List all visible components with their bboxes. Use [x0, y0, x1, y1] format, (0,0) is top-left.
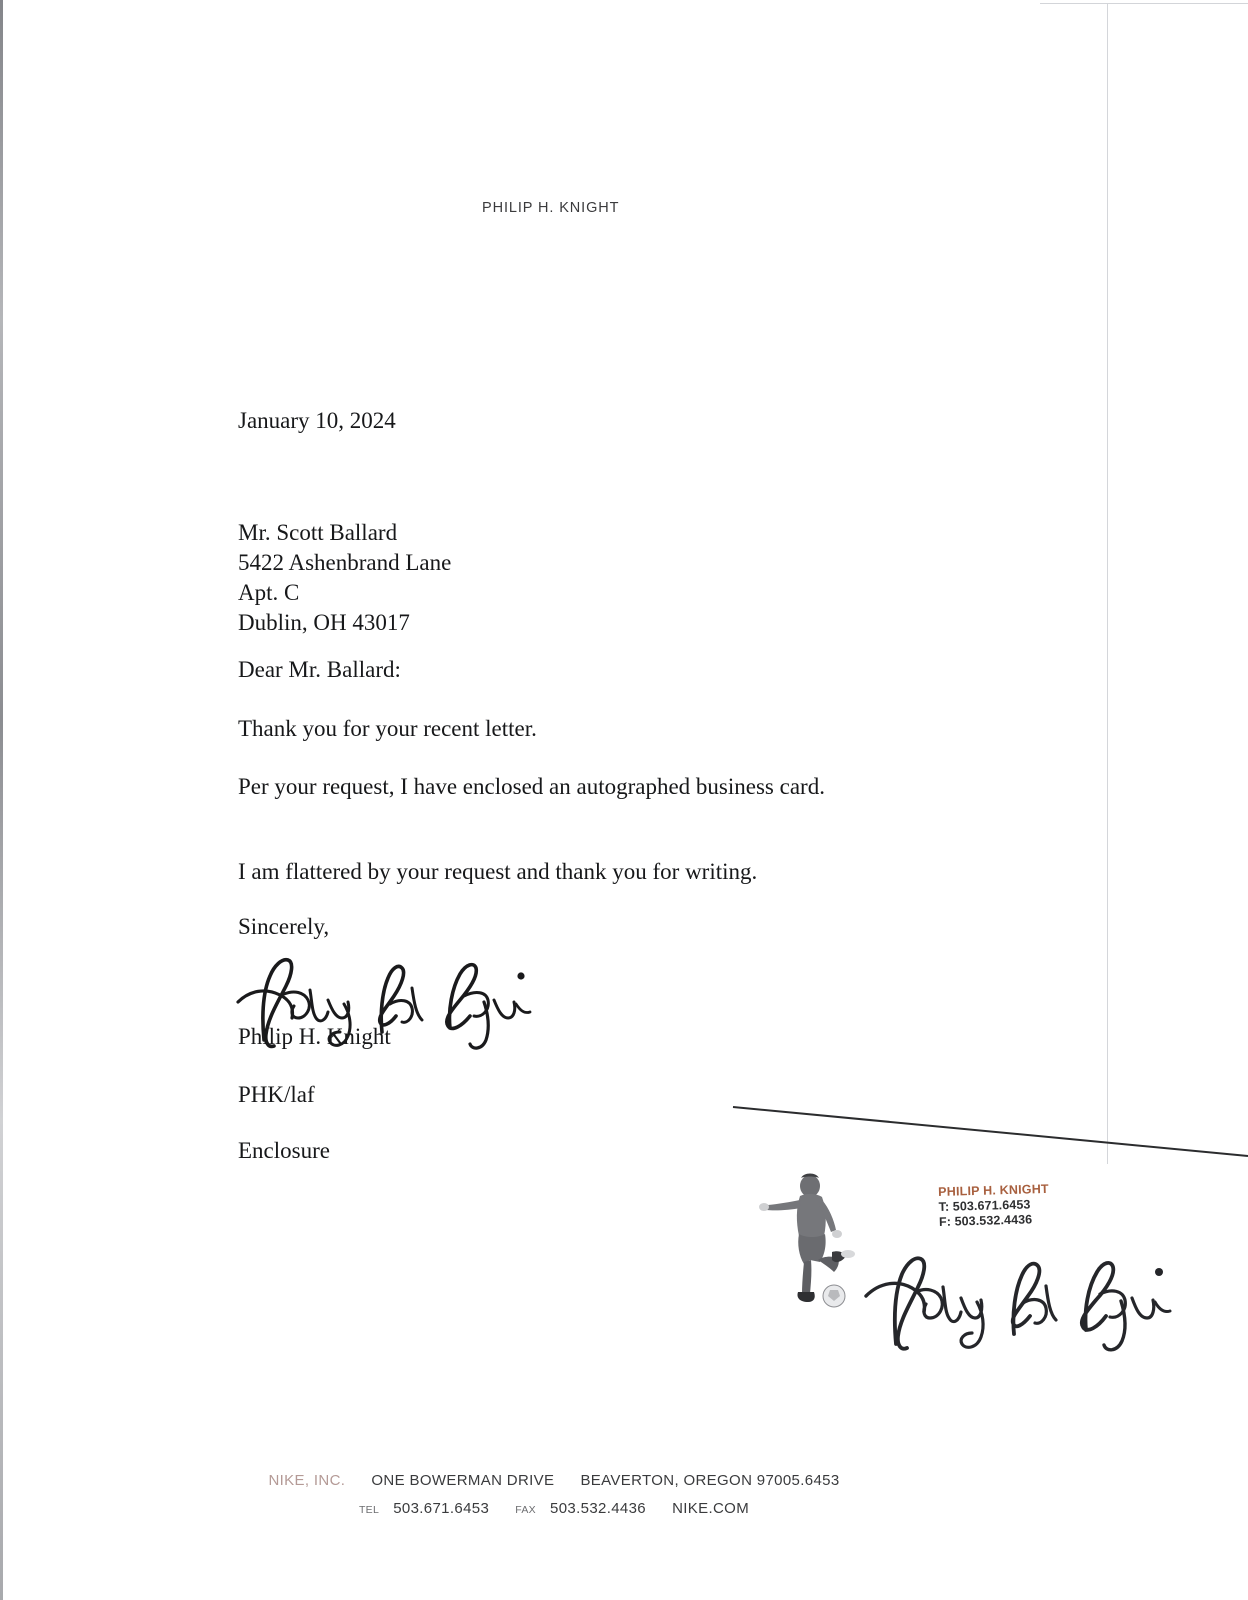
footer-tel-number: 503.671.6453 [393, 1500, 490, 1517]
footer-company: NIKE, INC. [268, 1472, 346, 1489]
recipient-city-state-zip: Dublin, OH 43017 [238, 610, 410, 635]
footer-tel-label: TEL [358, 1504, 380, 1516]
scan-edge-left [0, 0, 3, 1600]
recipient-name: Mr. Scott Ballard [238, 520, 398, 545]
letter-salutation: Dear Mr. Ballard: [238, 657, 401, 682]
letter-paragraph-2: Per your request, I have enclosed an autographed business card. [238, 774, 825, 799]
letter-date: January 10, 2024 [238, 408, 396, 433]
scan-edge-right [1107, 4, 1108, 1164]
footer-street: ONE BOWERMAN DRIVE [371, 1472, 555, 1489]
recipient-street: 5422 Ashenbrand Lane [238, 550, 452, 575]
business-card-contact [938, 1182, 1050, 1229]
card-signature-handwriting [862, 1248, 1192, 1358]
letterhead-footer [0, 1472, 1108, 1517]
recipient-unit: Apt. C [238, 580, 300, 605]
letter-enclosure: Enclosure [238, 1138, 330, 1163]
footer-fax-label: FAX [515, 1504, 536, 1516]
footer-city-state-zip: BEAVERTON, OREGON 97005.6453 [580, 1472, 840, 1489]
footer-contact-line [0, 1500, 1108, 1517]
footer-address-line [0, 1472, 1108, 1489]
letterhead-name: PHILIP H. KNIGHT [482, 200, 620, 216]
letter-paragraph-3: I am flattered by your request and thank you for writing. [238, 859, 758, 884]
scan-edge-top [1040, 3, 1248, 4]
card-telephone: T: 503.671.6453 [938, 1197, 1031, 1214]
letter-paragraph-1: Thank you for your recent letter. [238, 716, 537, 741]
letter-signer-name: Philip H. Knight [238, 1024, 391, 1049]
card-name: PHILIP H. KNIGHT [938, 1181, 1049, 1199]
footer-website: NIKE.COM [672, 1500, 750, 1517]
letter-initials: PHK/laf [238, 1082, 315, 1107]
recipient-address-block [238, 518, 451, 638]
card-fax: F: 503.532.4436 [938, 1212, 1033, 1229]
soccer-player-photo [752, 1168, 872, 1308]
footer-fax-number: 503.532.4436 [550, 1500, 646, 1517]
letter-closing: Sincerely, [238, 914, 330, 939]
